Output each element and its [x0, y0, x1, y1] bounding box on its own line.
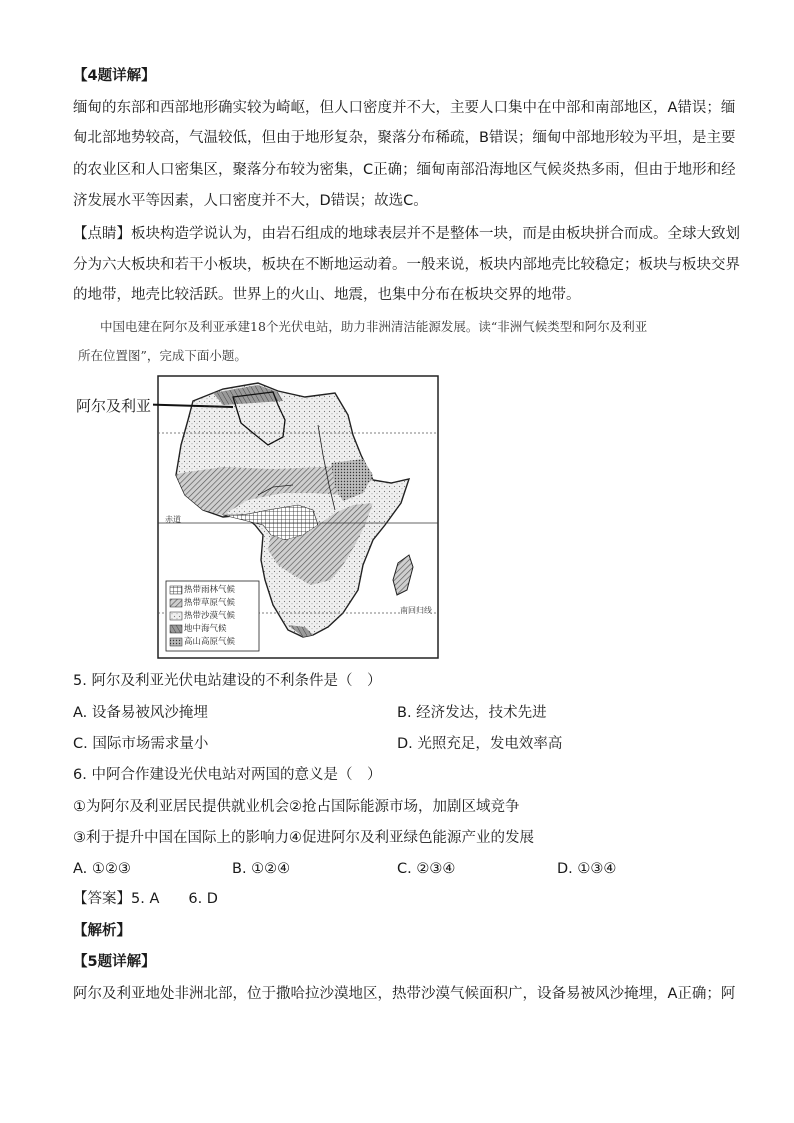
tip-line-1: 【点睛】板块构造学说认为，由岩石组成的地球表层并不是整体一块，而是由板块拼合而成。全球大致划 — [73, 226, 740, 242]
section5-header: 【5题详解】 — [73, 954, 156, 970]
section4-line-1: 缅甸的东部和西部地形确实较为崎岖，但人口密度并不大，主要人口集中在中部和南部地区，A错误；缅 — [73, 100, 736, 116]
legend-item-desert: 热带沙漠气候 — [184, 611, 236, 621]
q6-option-b: B. ①②④ — [232, 861, 291, 877]
q6-option-d: D. ①③④ — [557, 861, 617, 877]
intro-line-2: 所在位置图”，完成下面小题。 — [78, 348, 247, 363]
equator-label: 赤道 — [165, 515, 181, 524]
algeria-callout-label: 阿尔及利亚 — [76, 397, 152, 415]
tropic-south-label: 南回归线 — [400, 606, 432, 615]
tip-line-3: 的地带，地壳比较活跃。世界上的火山、地震，也集中分布在板块交界的地带。 — [73, 287, 581, 303]
legend-item-rainforest: 热带雨林气候 — [184, 585, 236, 595]
legend-item-mediterranean: 地中海气候 — [184, 624, 227, 634]
legend-item-savanna: 热带草原气候 — [184, 598, 236, 608]
section4-line-4: 济发展水平等因素，人口密度并不大，D错误；故选C。 — [73, 193, 428, 209]
q5-option-d: D. 光照充足，发电效率高 — [397, 736, 563, 752]
section4-line-3: 的农业区和人口密集区，聚落分布较为密集，C正确；缅甸南部沿海地区气候炎热多雨，但由于地形和经 — [73, 162, 736, 178]
q5-option-b: B. 经济发达，技术先进 — [397, 705, 547, 721]
intro-line-1: 中国电建在阿尔及利亚承建18个光伏电站，助力非洲清洁能源发展。读“非洲气候类型和阿尔及利亚 — [100, 319, 648, 334]
q6-stem: 6. 中阿合作建设光伏电站对两国的意义是（ ） — [73, 767, 382, 783]
legend-item-highland: 高山高原气候 — [184, 637, 236, 647]
q6-option-c: C. ②③④ — [397, 861, 456, 877]
q5-option-c: C. 国际市场需求量小 — [73, 736, 209, 752]
q5-stem: 5. 阿尔及利亚光伏电站建设的不利条件是（ ） — [73, 673, 382, 689]
q5-option-a: A. 设备易被风沙掩埋 — [73, 705, 208, 721]
tip-line-2: 分为六大板块和若干小板块，板块在不断地运动着。一般来说，板块内部地壳比较稳定；板块与板块交界 — [73, 257, 740, 273]
africa-climate-map — [73, 375, 440, 660]
q6-option-a: A. ①②③ — [73, 861, 131, 877]
q6-statement-2: ③利于提升中国在国际上的影响力④促进阿尔及利亚绿色能源产业的发展 — [73, 830, 534, 846]
q6-statement-1: ①为阿尔及利亚居民提供就业机会②抢占国际能源市场，加剧区域竞争 — [73, 799, 520, 815]
analysis-header: 【解析】 — [73, 923, 131, 939]
section5-line-1: 阿尔及利亚地处非洲北部，位于撒哈拉沙漠地区，热带沙漠气候面积广，设备易被风沙掩埋，A正确；阿 — [73, 986, 736, 1002]
answer-line: 【答案】5. A 6. D — [73, 891, 218, 907]
section4-line-2: 甸北部地势较高，气温较低，但由于地形复杂，聚落分布稀疏，B错误；缅甸中部地形较为平坦，是主要 — [73, 130, 736, 146]
section4-header: 【4题详解】 — [73, 68, 156, 84]
